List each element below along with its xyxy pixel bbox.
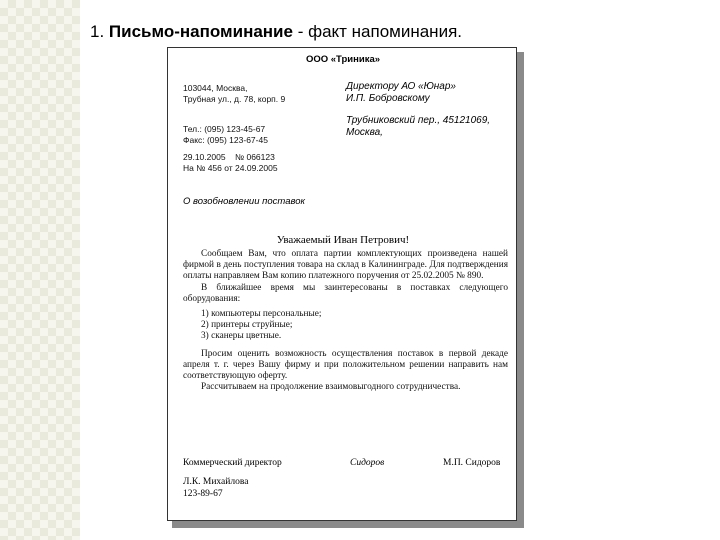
fax-line: Факс: (095) 123-67-45: [183, 135, 268, 145]
letter-date-block: [183, 152, 278, 174]
sender-phones: [183, 124, 268, 146]
slide-number: 1.: [90, 22, 105, 41]
body-paragraph: Просим оценить возможность осуществления поставок в первой декаде апреля т. г. через Вашу фирму и при положительном решении направить нам соответствующую оферту.: [183, 348, 508, 382]
list-item: 3) сканеры цветные.: [201, 331, 282, 342]
company-name: ООО «Триника»: [305, 54, 381, 65]
sender-address: [183, 83, 285, 105]
reference-line: На № 456 от 24.09.2005: [183, 163, 278, 173]
signer-role: Коммерческий директор: [183, 458, 282, 468]
body-paragraph: В ближайшее время мы заинтересованы в поставках следующего оборудования:: [183, 282, 508, 304]
addressee-address-line: Трубниковский пер., 45121069,: [346, 115, 491, 126]
executor-name: Л.К. Михайлова: [183, 477, 249, 487]
letter-document: [167, 47, 517, 521]
equipment-list: [201, 309, 508, 343]
slide-title-bold: Письмо-напоминание: [108, 22, 293, 41]
signature: Сидоров: [350, 458, 385, 468]
signer-name: М.П. Сидоров: [443, 458, 501, 468]
body-paragraph: Рассчитываем на продолжение взаимовыгодного сотрудничества.: [201, 382, 461, 393]
date-number-line: 29.10.2005 № 066123: [183, 152, 275, 162]
addressee-line: Директору АО «Юнар»: [346, 81, 456, 92]
list-item: 2) принтеры струйные;: [201, 320, 293, 331]
addressee-address-line: Москва,: [346, 127, 383, 138]
letter-subject: О возобновлении поставок: [183, 196, 305, 207]
list-item: 1) компьютеры персональные;: [201, 309, 322, 320]
phone-line: Тел.: (095) 123-45-67: [183, 124, 266, 134]
letter-greeting: Уважаемый Иван Петрович!: [276, 234, 410, 246]
addressee: [346, 81, 456, 105]
addressee-address: [346, 115, 490, 139]
sender-address-line: 103044, Москва,: [183, 83, 248, 93]
executor-block: [183, 476, 248, 500]
addressee-line: И.П. Бобровскому: [346, 93, 430, 104]
executor-phone: 123-89-67: [183, 489, 223, 499]
letter-body: [183, 249, 508, 393]
sender-address-line: Трубная ул., д. 78, корп. 9: [183, 94, 286, 104]
slide-title-rest: - факт напоминания.: [292, 22, 462, 41]
decorative-background-strip: [0, 0, 80, 540]
slide-title: [90, 22, 462, 42]
body-paragraph: Сообщаем Вам, что оплата партии комплектующих произведена нашей фирмой в день поступления товара на склад в Калининграде. Для подтверждения оплаты направляем Вам копию платежного поручения от 25.02.2005 № 890.: [183, 249, 508, 282]
